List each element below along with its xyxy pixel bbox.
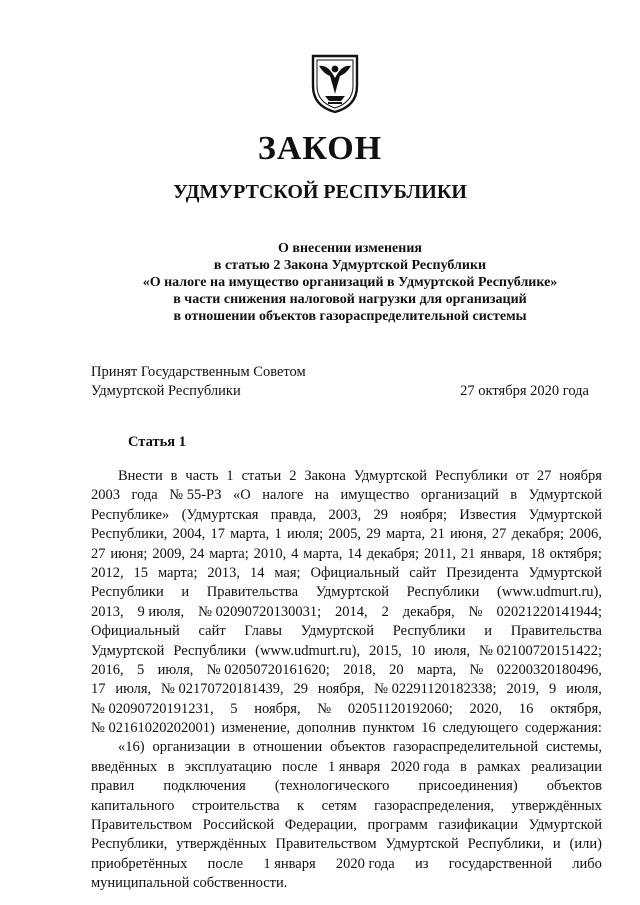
body-word: 2015,: [369, 642, 402, 659]
body-word: Внести: [118, 468, 163, 484]
body-word: 16: [518, 700, 534, 717]
body-word: 1: [274, 526, 282, 543]
body-word: марта;: [209, 545, 249, 562]
body-word: ноября: [559, 468, 602, 484]
body-word: № 02291120182338;: [374, 681, 497, 698]
body-word: системы,: [546, 739, 602, 756]
body-word: Удмуртской: [353, 468, 428, 484]
body-word: №: [317, 700, 332, 717]
body-word: 27: [91, 545, 106, 562]
body-word: 02051120192060;: [347, 700, 453, 717]
body-word: рамках: [477, 758, 521, 775]
body-word: либо: [572, 855, 602, 872]
body-line: [91, 506, 602, 525]
body-word: и: [552, 836, 561, 853]
body-word: на: [314, 487, 329, 504]
body-word: Республики: [406, 584, 480, 601]
body-word: капитального: [91, 797, 175, 814]
body-word: Правительством: [275, 836, 377, 853]
body-line: [91, 486, 602, 505]
body-line: [91, 583, 602, 602]
body-word: в: [510, 487, 518, 504]
body-word: № 02170720181439,: [161, 681, 284, 698]
body-word: Официальный: [91, 623, 180, 640]
body-word: 1 января: [263, 855, 316, 872]
body-word: № 02050720161620;: [206, 661, 330, 678]
body-word: Удмуртской: [315, 584, 390, 601]
body-word: отношении: [252, 739, 323, 756]
body-word: подключения: [163, 778, 246, 795]
body-word: (или): [569, 836, 602, 853]
body-word: 18: [530, 545, 545, 562]
body-word: 2013,: [207, 564, 241, 581]
body-word: 2012,: [91, 564, 124, 581]
body-word: 14: [347, 545, 362, 562]
body-word: пунктом: [362, 720, 415, 737]
body-word: 17: [210, 526, 225, 543]
body-word: 2006,: [569, 526, 602, 543]
body-line: [91, 855, 602, 874]
body-word: «О: [233, 487, 251, 504]
body-word: Республики: [173, 642, 247, 659]
body-word: 2014,: [335, 603, 368, 620]
body-word: 2020 года: [335, 855, 395, 872]
body-word: июля,: [115, 681, 152, 698]
body-word: № 02100720151422;: [479, 642, 602, 659]
body-word: Республики,: [91, 526, 168, 543]
body-line: [91, 758, 602, 777]
body-word: декабря;: [366, 545, 420, 562]
body-word: марта;: [157, 564, 198, 581]
heading-line: О внесении изменения: [278, 241, 422, 256]
body-word: марта,: [303, 545, 343, 562]
body-word: Закона: [304, 468, 346, 484]
body-word: «16): [118, 739, 145, 756]
body-word: 2018,: [343, 661, 376, 678]
body-word: после: [207, 855, 244, 872]
body-word: 2005,: [328, 526, 362, 543]
body-word: Республики,: [467, 836, 545, 853]
body-word: Правительством: [91, 817, 193, 834]
body-word: Российской: [202, 817, 275, 834]
body-word: сайт: [409, 564, 437, 581]
body-word: содержания:: [524, 720, 602, 737]
body-word: Удмуртской: [528, 487, 602, 504]
body-word: марта,: [230, 526, 270, 543]
body-word: 27: [491, 526, 507, 543]
adoption-date: 27 октября 2020 года: [460, 383, 589, 399]
body-word: после: [282, 758, 318, 775]
body-word: 9 июля,: [137, 603, 185, 620]
body-word: Известия: [459, 506, 517, 523]
body-word: 27: [536, 468, 552, 484]
body-word: к: [297, 797, 305, 814]
body-word: 20: [389, 661, 404, 678]
body-line: [91, 816, 602, 835]
body-word: в: [238, 739, 246, 756]
body-word: Республики,: [91, 836, 168, 853]
body-word: программ: [367, 817, 428, 834]
body-word: ноября,: [254, 700, 301, 717]
body-word: Официальный: [310, 564, 400, 581]
body-word: Федерации,: [284, 817, 357, 834]
body-word: налоге: [262, 487, 304, 504]
body-word: Президента: [446, 564, 519, 581]
body-line: [91, 622, 602, 641]
body-line: [91, 564, 602, 583]
body-word: июня,: [450, 526, 487, 543]
body-word: введённых: [91, 758, 158, 775]
body-word: 5: [230, 700, 238, 717]
body-line: [91, 719, 602, 738]
body-word: 1: [226, 468, 234, 484]
body-word: от: [515, 468, 529, 484]
body-word: 9: [549, 681, 557, 698]
body-word: ноября,: [317, 681, 365, 698]
body-word: июля;: [287, 526, 324, 543]
body-word: реализации: [531, 758, 602, 775]
body-word: 2011,: [423, 545, 457, 562]
body-word: 2013,: [91, 603, 124, 620]
body-word: Республики: [91, 584, 164, 601]
body-word: сайт: [198, 623, 226, 640]
body-word: муниципальной собственности.: [91, 875, 288, 892]
body-word: № 02090720130031;: [198, 603, 322, 620]
body-word: 02200320180496,: [496, 661, 602, 678]
body-word: организаций: [420, 487, 499, 504]
body-word: Удмуртской: [300, 623, 375, 640]
adoption-body: Удмуртской Республики: [91, 383, 241, 399]
body-word: объектов: [330, 739, 386, 756]
body-word: в: [170, 468, 178, 484]
body-word: октября,: [550, 700, 602, 717]
article-title: Статья 1: [128, 434, 186, 450]
body-word: 5: [137, 661, 145, 678]
body-word: №: [468, 603, 483, 620]
body-word: Главы: [244, 623, 282, 640]
body-word: организации: [152, 739, 231, 756]
body-word: часть: [185, 468, 219, 484]
body-word: 21: [460, 545, 476, 562]
body-word: в: [167, 758, 175, 775]
body-line: [91, 545, 602, 564]
heading-line: «О налоге на имущество организаций в Удмуртской Республике»: [142, 275, 558, 290]
body-word: утверждённых: [511, 797, 602, 814]
body-word: и: [484, 623, 493, 640]
body-word: 2010,: [253, 545, 287, 562]
body-word: в: [460, 758, 467, 775]
body-word: октября;: [549, 545, 602, 562]
body-word: государственной: [448, 855, 553, 872]
adoption-line-2: [91, 382, 589, 401]
body-word: № 02090720191231,: [91, 700, 214, 717]
body-line: [91, 874, 602, 893]
body-line: [91, 642, 602, 661]
body-word: имущество: [340, 487, 410, 504]
body-word: эксплуатацию: [184, 758, 272, 775]
body-word: строительства: [191, 797, 280, 814]
body-word: июля,: [566, 681, 602, 698]
adoption-line: Принят Государственным Советом: [91, 364, 306, 380]
body-word: Удмуртской: [528, 564, 602, 581]
body-word: декабря,: [402, 603, 455, 620]
body-word: следующего: [442, 720, 519, 737]
body-word: 2003,: [328, 506, 362, 523]
body-word: 14: [249, 564, 265, 581]
body-line: [91, 700, 602, 719]
body-word: Республике»: [91, 506, 170, 523]
body-word: изменение,: [221, 720, 291, 737]
body-word: 29: [373, 506, 388, 523]
body-word: правда,: [270, 506, 317, 523]
body-line: [91, 525, 602, 544]
body-line: [91, 738, 602, 757]
body-line: [91, 777, 602, 796]
heading-line: в статью 2 Закона Удмуртской Республики: [213, 258, 487, 273]
body-word: 2004,: [172, 526, 206, 543]
body-word: (www.udmurt.ru),: [497, 584, 602, 601]
body-word: декабря;: [511, 526, 565, 543]
body-word: 29: [366, 526, 381, 543]
body-word: 02021220141944;: [496, 603, 602, 620]
body-word: правил: [91, 778, 135, 795]
law-title: ЗАКОН: [257, 130, 383, 167]
body-word: (Удмуртская: [181, 506, 259, 523]
law-subtitle: УДМУРТСКОЙ РЕСПУБЛИКИ: [173, 181, 467, 203]
body-word: Удмуртской: [91, 642, 165, 659]
body-word: Удмуртской: [528, 817, 602, 834]
body-word: Удмуртской: [385, 836, 459, 853]
body-word: 17: [91, 681, 106, 698]
body-word: 2020 года: [390, 758, 450, 775]
article-body: [91, 467, 602, 894]
heading-line: в отношении объектов газораспределительной системы: [173, 309, 527, 324]
body-word: 2019,: [506, 681, 540, 698]
body-word: объектов: [546, 778, 602, 795]
body-word: 2016,: [91, 661, 124, 678]
body-word: газораспределения,: [374, 797, 495, 814]
body-word: 21: [430, 526, 445, 543]
body-word: 16: [421, 720, 436, 737]
body-word: утверждённых: [176, 836, 267, 853]
body-word: мая;: [274, 564, 301, 581]
body-line: [91, 661, 602, 680]
body-word: и: [181, 584, 190, 601]
body-word: Правительства: [510, 623, 602, 640]
body-line: [91, 797, 602, 816]
body-word: 2: [381, 603, 389, 620]
body-word: 15: [133, 564, 149, 581]
body-word: 2020,: [469, 700, 503, 717]
body-line: [91, 603, 602, 622]
coat-of-arms-icon: [310, 52, 360, 114]
body-word: 4: [291, 545, 299, 562]
body-word: 10: [410, 642, 426, 659]
body-line: [91, 835, 602, 854]
body-word: марта,: [385, 526, 426, 543]
body-word: Республики: [434, 468, 508, 484]
body-word: Правительства: [206, 584, 299, 601]
body-word: № 02161020202001): [91, 720, 215, 737]
body-word: 2003: [91, 487, 120, 504]
body-word: 24: [189, 545, 205, 562]
body-word: года: [131, 487, 158, 504]
body-word: июня;: [110, 545, 148, 562]
body-word: приобретённых: [91, 855, 188, 872]
body-word: июля,: [157, 661, 194, 678]
body-word: присоединения): [418, 778, 518, 795]
body-word: № 55-РЗ: [169, 487, 222, 504]
body-word: Удмуртской: [528, 506, 602, 523]
body-word: газораспределительной: [393, 739, 539, 756]
body-line: [91, 680, 602, 699]
body-line: [91, 467, 602, 486]
body-word: №: [469, 661, 484, 678]
body-word: марта,: [417, 661, 457, 678]
body-word: января,: [480, 545, 526, 562]
body-word: дополнив: [296, 720, 356, 737]
body-word: (www.udmurt.ru),: [255, 642, 361, 659]
body-word: статьи: [241, 468, 282, 484]
body-word: июля,: [434, 642, 470, 659]
body-word: 2: [289, 468, 297, 484]
body-word: (технологического: [274, 778, 390, 795]
adoption-block: [91, 363, 589, 401]
body-word: сетям: [321, 797, 357, 814]
body-word: 29: [293, 681, 309, 698]
body-word: газификации: [438, 817, 518, 834]
body-word: 1 января: [327, 758, 381, 775]
document-heading: [70, 240, 630, 325]
body-word: из: [414, 855, 429, 872]
body-word: ноября;: [400, 506, 447, 523]
heading-line: в части снижения налоговой нагрузки для организаций: [173, 292, 527, 307]
body-word: 2009,: [152, 545, 185, 562]
body-word: Республики: [392, 623, 466, 640]
